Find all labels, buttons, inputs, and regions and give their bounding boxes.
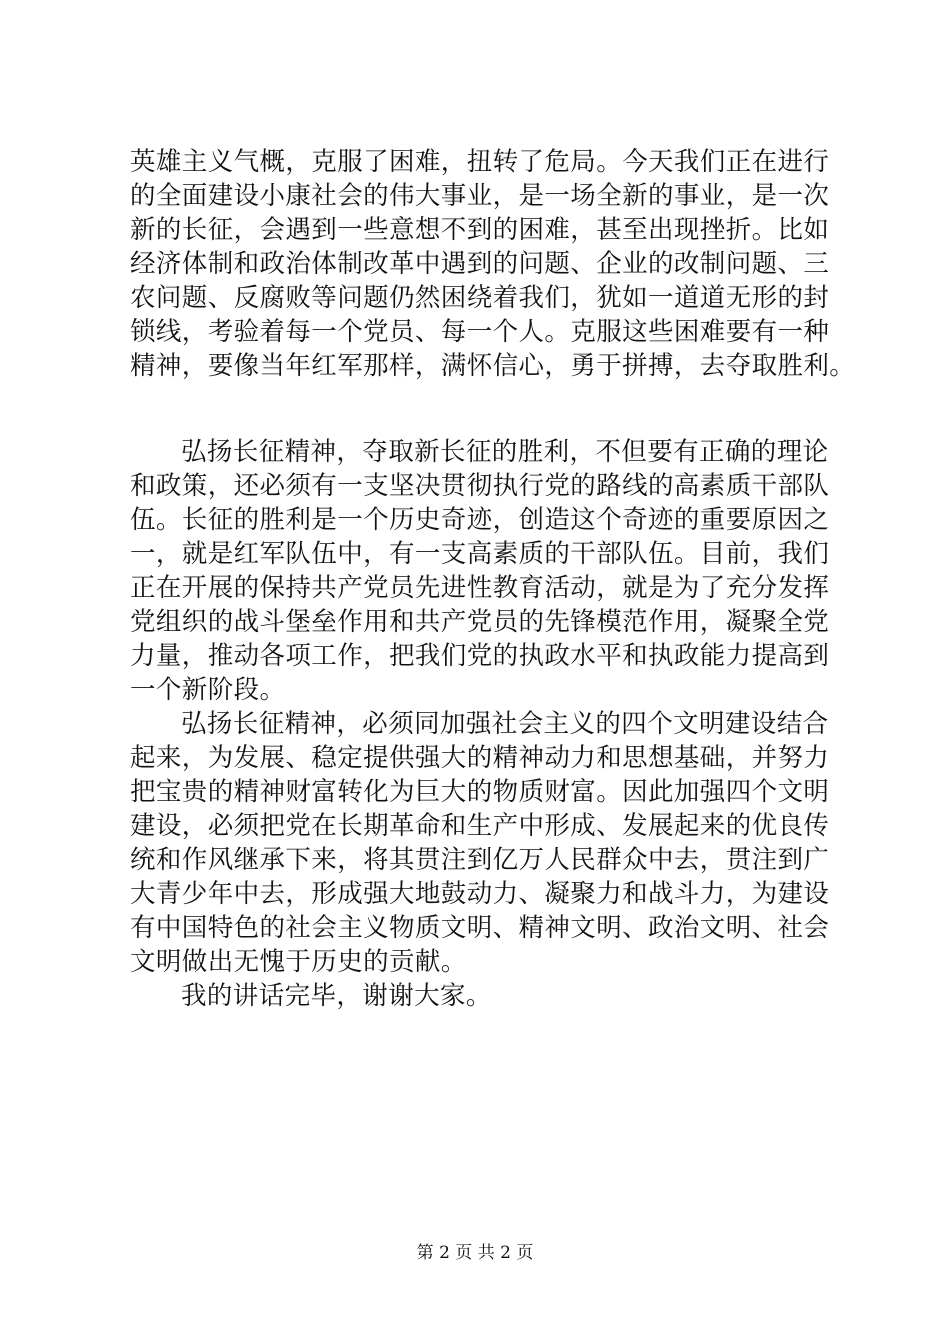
page-number-footer: 第 2 页 共 2 页 bbox=[416, 1243, 534, 1263]
text-line: 弘扬长征精神，夺取新长征的胜利，不但要有正确的理论 bbox=[181, 437, 829, 467]
text-line: 农问题、反腐败等问题仍然困绕着我们，犹如一道道无形的封 bbox=[130, 283, 830, 313]
text-line: 文明做出无愧于历史的贡献。 bbox=[130, 947, 467, 977]
text-line: 经济体制和政治体制改革中遇到的问题、企业的改制问题、三 bbox=[130, 249, 830, 279]
text-line: 党组织的战斗堡垒作用和共产党员的先锋模范作用，凝聚全党 bbox=[130, 607, 830, 637]
text-line: 英雄主义气概，克服了困难，扭转了危局。今天我们正在进行 bbox=[130, 147, 830, 177]
text-line: 一个新阶段。 bbox=[130, 675, 286, 705]
text-line: 统和作风继承下来，将其贯注到亿万人民群众中去，贯注到广 bbox=[130, 845, 830, 875]
text-line: 一，就是红军队伍中，有一支高素质的干部队伍。目前，我们 bbox=[130, 539, 830, 569]
text-line: 起来，为发展、稳定提供强大的精神动力和思想基础，并努力 bbox=[130, 743, 830, 773]
text-line: 和政策，还必须有一支坚决贯彻执行党的路线的高素质干部队 bbox=[130, 471, 830, 501]
paragraph-1 bbox=[130, 145, 856, 383]
text-line: 建设，必须把党在长期革命和生产中形成、发展起来的优良传 bbox=[130, 811, 830, 841]
paragraph-3 bbox=[130, 707, 830, 979]
text-line: 有中国特色的社会主义物质文明、精神文明、政治文明、社会 bbox=[130, 913, 830, 943]
text-line: 的全面建设小康社会的伟大事业，是一场全新的事业，是一次 bbox=[130, 181, 830, 211]
text-line: 把宝贵的精神财富转化为巨大的物质财富。因此加强四个文明 bbox=[130, 777, 830, 807]
text-line: 我的讲话完毕，谢谢大家。 bbox=[181, 981, 492, 1011]
text-line: 锁线，考验着每一个党员、每一个人。克服这些困难要有一种 bbox=[130, 317, 830, 347]
paragraph-4 bbox=[130, 979, 830, 1013]
text-line: 新的长征，会遇到一些意想不到的困难，甚至出现挫折。比如 bbox=[130, 215, 830, 245]
text-line: 伍。长征的胜利是一个历史奇迹，创造这个奇迹的重要原因之 bbox=[130, 505, 830, 535]
paragraph-2 bbox=[130, 435, 830, 707]
text-line: 力量，推动各项工作，把我们党的执政水平和执政能力提高到 bbox=[130, 641, 830, 671]
paragraph-spacer bbox=[130, 383, 830, 435]
text-line: 正在开展的保持共产党员先进性教育活动，就是为了充分发挥 bbox=[130, 573, 830, 603]
text-line: 精神，要像当年红军那样，满怀信心，勇于拼搏，去夺取胜利。 bbox=[130, 351, 856, 381]
text-line: 大青少年中去，形成强大地鼓动力、凝聚力和战斗力，为建设 bbox=[130, 879, 830, 909]
text-line: 弘扬长征精神，必须同加强社会主义的四个文明建设结合 bbox=[181, 709, 829, 739]
document-body bbox=[130, 145, 856, 1013]
